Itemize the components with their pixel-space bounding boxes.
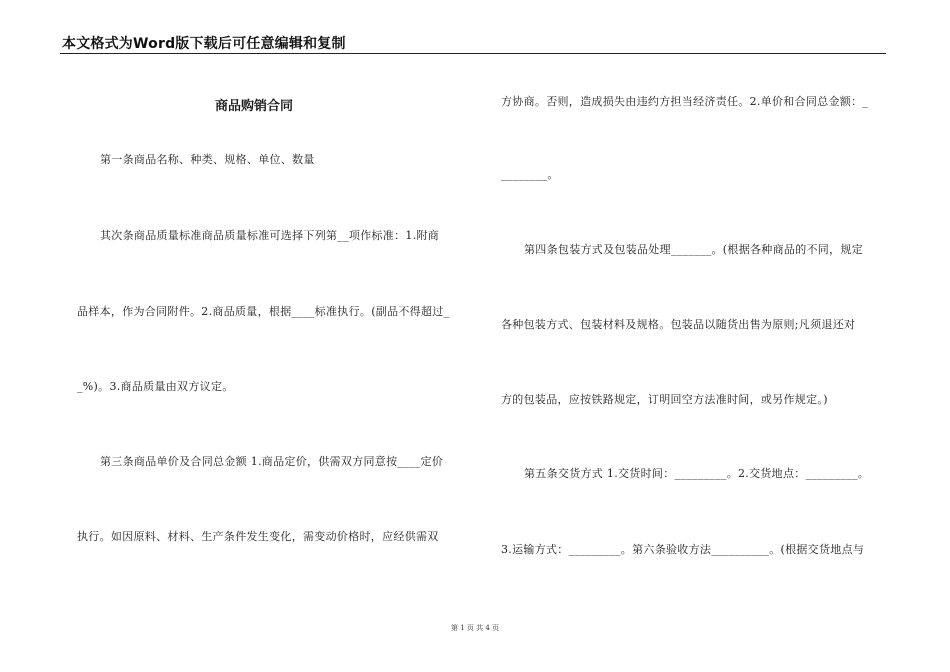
right-paragraph-line: 方协商。否则，造成损失由违约方担当经济责任。2.单价和合同总金额：_ [501, 95, 869, 108]
left-paragraph-line: 执行。如因原料、材料、生产条件发生变化，需变动价格时，应经供需双 [77, 530, 439, 543]
left-paragraph-line: 第一条商品名称、种类、规格、单位、数量 [100, 153, 315, 166]
page-number: 第 1 页 共 4 页 [450, 624, 500, 632]
left-paragraph-line: 品样本，作为合同附件。2.商品质量，根据____标准执行。(副品不得超过_ [77, 305, 450, 318]
document-title: 商品购销合同 [215, 99, 294, 114]
right-paragraph-line: 第五条交货方式 1.交货时间：_________。2.交货地点：_________。 [524, 467, 870, 480]
left-paragraph-line: 其次条商品质量标准商品质量标准可选择下列第__项作标准：1.附商 [100, 229, 440, 242]
left-paragraph-line: 第三条商品单价及合同总金额 1.商品定价，供需双方同意按____定价 [100, 455, 444, 468]
right-paragraph-line: ________。 [501, 168, 559, 181]
left-paragraph-line: _%)。3.商品质量由双方议定。 [77, 380, 234, 393]
right-paragraph-line: 第四条包装方式及包装品处理_______。(根据各种商品的不同，规定 [524, 243, 863, 256]
header-divider [60, 53, 886, 54]
right-paragraph-line: 方的包装品，应按铁路规定，订明回空方法准时间，或另作规定。) [501, 393, 828, 406]
right-paragraph-line: 各种包装方式、包装材料及规格。包装品以随货出售为原则;凡须退还对 [501, 318, 856, 331]
document-header: 本文格式为Word版下载后可任意编辑和复制 [62, 36, 346, 52]
right-paragraph-line: 3.运输方式：_________。第六条验收方法__________。(根据交货地点与 [501, 543, 865, 556]
